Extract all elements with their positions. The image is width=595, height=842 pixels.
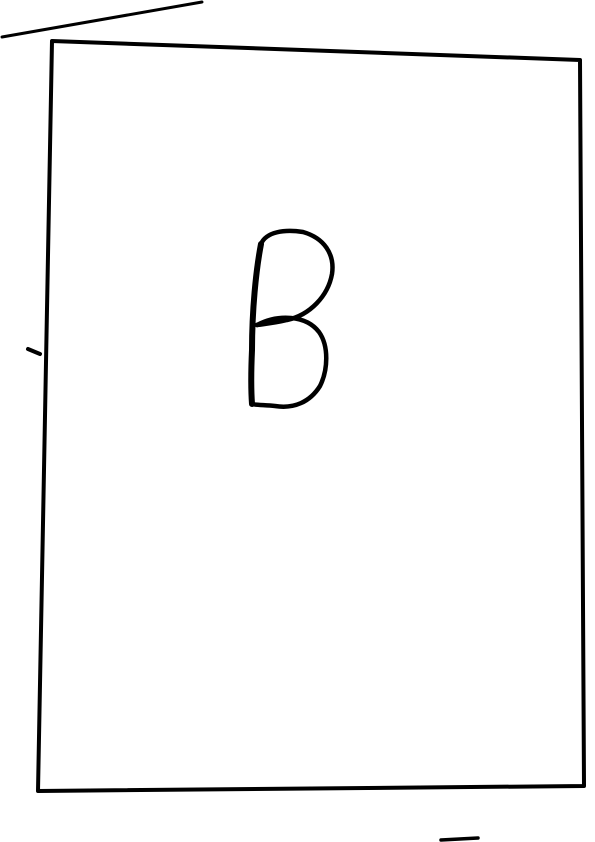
stray-bottom-mark [441, 838, 478, 840]
